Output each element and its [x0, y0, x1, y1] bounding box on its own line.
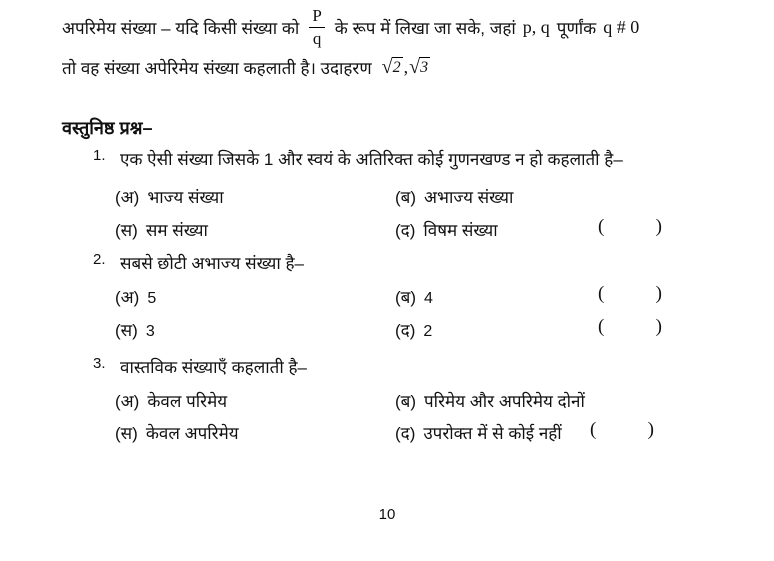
option-a — [115, 389, 227, 412]
question-2-options-row-1 — [0, 285, 774, 311]
intro-text-after-fraction: के रूप में लिखा जा सके, जहां — [334, 18, 516, 38]
option-text: भाज्य संख्या — [147, 188, 224, 207]
question-1 — [0, 147, 774, 173]
answer-bracket — [590, 419, 654, 441]
question-text: सबसे छोटी अभाज्य संख्या है– — [120, 254, 304, 273]
intro-text-line2: तो वह संख्या अपेरिमेय संख्या कहलाती है। उदाहरण — [62, 58, 372, 78]
bracket-close: ) — [655, 283, 662, 304]
option-label: (द) — [395, 321, 416, 340]
option-text: परिमेय और अपरिमेय दोनों — [424, 392, 585, 411]
radical-icon: √ — [409, 55, 421, 78]
sqrt-examples — [382, 57, 430, 78]
question-1-options-row-1 — [0, 185, 774, 211]
bracket-close: ) — [647, 419, 654, 440]
answer-bracket — [598, 216, 662, 238]
option-label: (द) — [395, 221, 416, 240]
option-label: (अ) — [115, 288, 140, 307]
option-text: 4 — [424, 290, 433, 307]
option-text: 3 — [145, 323, 155, 340]
option-text: 2 — [423, 323, 433, 340]
option-b — [395, 185, 513, 208]
sqrt-2: √ 2 — [381, 55, 401, 78]
intro-text-purnank: पूर्णांक — [556, 18, 597, 38]
page-number: 10 — [378, 506, 396, 523]
option-d — [395, 421, 562, 444]
question-3 — [0, 355, 774, 381]
bracket-close: ) — [655, 216, 662, 237]
question-text: वास्तविक संख्याएँ कहलाती है– — [120, 358, 307, 377]
option-text: 5 — [147, 290, 157, 307]
option-d — [395, 218, 498, 241]
option-label: (ब) — [395, 392, 417, 411]
option-b — [395, 285, 433, 308]
option-s — [115, 421, 239, 444]
radical-icon: √ — [381, 55, 393, 78]
sqrt-3: √ 3 — [409, 55, 429, 78]
option-b — [395, 389, 585, 412]
option-s — [115, 218, 208, 241]
option-text: केवल अपरिमेय — [145, 424, 239, 443]
question-3-options-row-1 — [0, 389, 774, 415]
fraction-denominator: q — [312, 28, 322, 48]
option-label: (द) — [395, 424, 416, 443]
bracket-open: ( — [590, 419, 597, 440]
option-text: उपरोक्त में से कोई नहीं — [423, 424, 562, 443]
option-label: (स) — [115, 221, 138, 240]
question-2-options-row-2 — [0, 318, 774, 344]
section-heading: वस्तुनिष्ठ प्रश्न– — [62, 118, 153, 138]
option-text: विषम संख्या — [423, 221, 498, 240]
question-number: 1. — [93, 147, 106, 164]
option-label: (स) — [115, 321, 138, 340]
option-d — [395, 318, 432, 341]
latin-p-q: p, q — [522, 16, 550, 37]
intro-line-2 — [62, 53, 430, 81]
bracket-open: ( — [598, 316, 605, 337]
question-number: 3. — [93, 355, 106, 372]
fraction-p-over-q — [309, 6, 324, 48]
option-label: (अ) — [115, 188, 140, 207]
intro-text-before-fraction: अपरिमेय संख्या – यदि किसी संख्या को — [62, 18, 300, 38]
bracket-open: ( — [598, 216, 605, 237]
question-2 — [0, 251, 774, 277]
option-label: (अ) — [115, 392, 140, 411]
option-text: सम संख्या — [145, 221, 208, 240]
option-label: (ब) — [395, 288, 417, 307]
option-s — [115, 318, 155, 341]
option-a — [115, 285, 156, 308]
latin-q-not-zero: q # 0 — [603, 16, 640, 37]
bracket-close: ) — [655, 316, 662, 337]
bracket-open: ( — [598, 283, 605, 304]
fraction-numerator: P — [309, 6, 324, 28]
option-text: अभाज्य संख्या — [424, 188, 514, 207]
option-text: केवल परिमेय — [147, 392, 228, 411]
option-label: (ब) — [395, 188, 417, 207]
option-a — [115, 185, 224, 208]
question-text: एक ऐसी संख्या जिसके 1 और स्वयं के अतिरिक्त कोई गुणनखण्ड न हो कहलाती है– — [120, 150, 623, 169]
question-3-options-row-2 — [0, 421, 774, 447]
question-1-options-row-2 — [0, 218, 774, 244]
answer-bracket — [598, 283, 662, 305]
option-label: (स) — [115, 424, 138, 443]
intro-line-1 — [62, 4, 639, 50]
question-number: 2. — [93, 251, 106, 268]
math-comma: , — [403, 56, 409, 77]
answer-bracket — [598, 316, 662, 338]
